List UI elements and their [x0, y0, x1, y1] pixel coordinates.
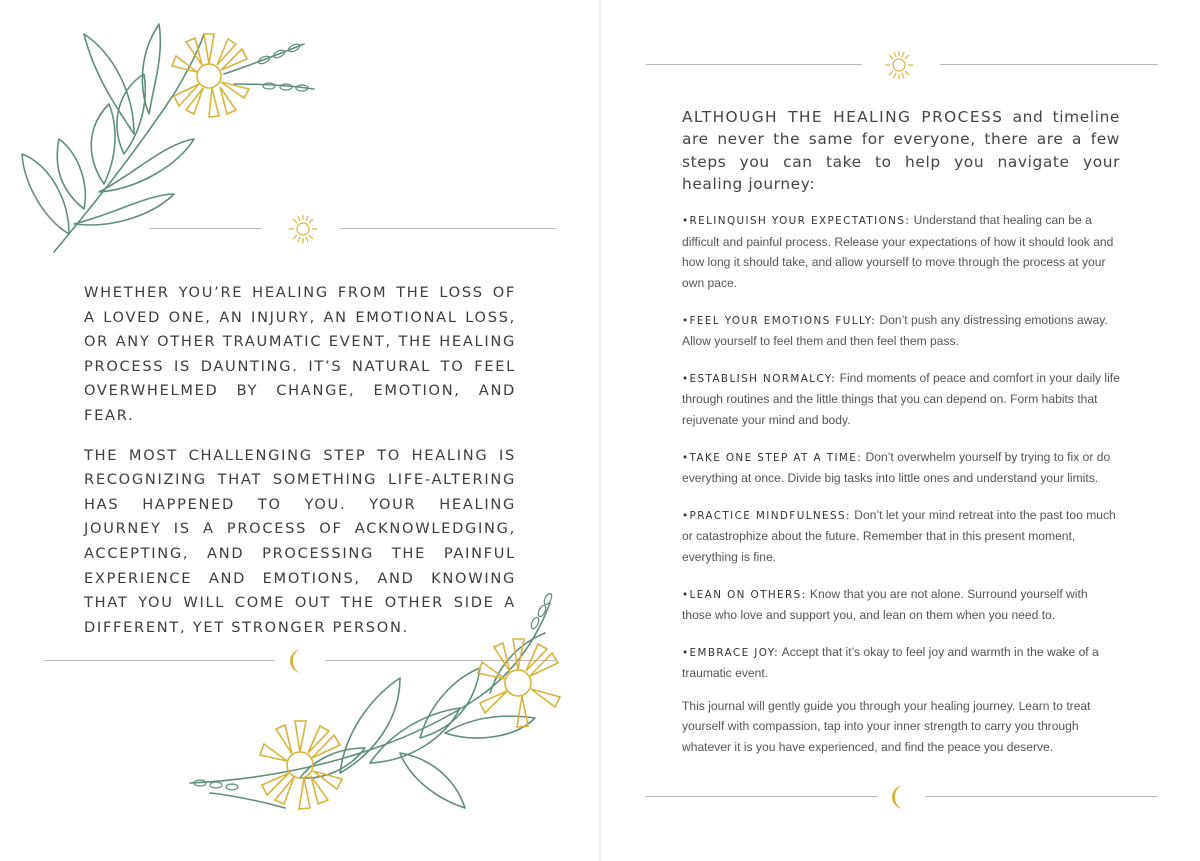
- sun-divider: [644, 50, 1158, 80]
- step-text: Understand that healing can be a difficult and painful process. Release your expectations of how it should look and how long it should take, and allow yourself to move through the process at your own pace.: [682, 213, 1114, 290]
- right-page: [600, 0, 1200, 861]
- left-paragraph-2: THE MOST CHALLENGING STEP TO HEALING IS RECOGNIZING THAT SOMETHING LIFE-ALTERING HAS HAPPENED TO YOU. YOUR HEALING JOURNEY IS A PROCESS OF ACKNOWLEDGING, ACCEPTING, AND PROCESSING THE PAINFUL EXPERIENCE AND EMOTIONS, AND KNOWING THAT YOU WILL COME OUT THE OTHER SIDE A DIFFERENT, YET STRONGER PERSON.: [84, 446, 516, 636]
- step-item: [682, 584, 1120, 626]
- sun-divider: [150, 214, 556, 244]
- step-lead: •ESTABLISH NORMALCY:: [682, 372, 837, 385]
- step-item: [682, 210, 1120, 293]
- leaf-branch-icon: [170, 583, 590, 833]
- right-page-text: [682, 106, 1120, 758]
- closing-paragraph: This journal will gently guide you through your healing journey. Learn to treat yourself with compassion, tap into your inner strength to carry you through whatever it is you have experienced, and find the peace you deserve.: [682, 698, 1091, 755]
- step-item: [682, 368, 1120, 431]
- step-lead: •TAKE ONE STEP AT A TIME:: [682, 451, 863, 464]
- intro-caps: ALTHOUGH THE HEALING PROCESS: [682, 108, 1004, 126]
- intro-rest: and timeline are never the same for everyone, there are a few steps you can take to help you navigate your healing journey:: [682, 108, 1120, 193]
- crescent-moon-icon: [886, 782, 916, 812]
- step-item: [682, 505, 1120, 568]
- step-lead: •RELINQUISH YOUR EXPECTATIONS:: [682, 215, 911, 228]
- step-lead: •PRACTICE MINDFULNESS:: [682, 509, 851, 522]
- intro-paragraph: [682, 106, 1120, 195]
- step-item: [682, 642, 1120, 684]
- step-lead: •FEEL YOUR EMOTIONS FULLY:: [682, 314, 877, 327]
- step-text: Know that you are not alone. Surround yourself with those who love and support you, and lean on them when you need to.: [682, 586, 1088, 623]
- step-lead: •LEAN ON OTHERS:: [682, 588, 807, 601]
- left-paragraph-1: WHETHER YOU’RE HEALING FROM THE LOSS OF A LOVED ONE, AN INJURY, AN EMOTIONAL LOSS, OR ANY OTHER TRAUMATIC EVENT, THE HEALING PROCESS IS DAUNTING. IT’S NATURAL TO FEEL OVERWHELMED BY CHANGE, EMOTION, AND FEAR.: [84, 284, 516, 424]
- step-text: Accept that it’s okay to feel joy and warmth in the wake of a traumatic event.: [682, 644, 1099, 681]
- daisy-flower-icon: [172, 34, 249, 117]
- step-text: Find moments of peace and comfort in your daily life through routines and the little things that you can depend on. Form habits that rejuvenate your mind and body.: [682, 370, 1120, 427]
- sun-icon: [884, 50, 914, 80]
- moon-divider: [644, 782, 1158, 812]
- step-item: [682, 447, 1120, 489]
- step-text: Don’t overwhelm yourself by trying to fix or do everything at once. Divide big tasks into little ones and understand your limits.: [682, 449, 1111, 486]
- step-text: Don’t push any distressing emotions away. Allow yourself to feel them and then feel them pass.: [682, 312, 1108, 349]
- step-text: Don’t let your mind retreat into the past too much or catastrophize about the future. Remember that in this present moment, everything is fine.: [682, 507, 1116, 564]
- step-item: [682, 310, 1120, 352]
- sun-icon: [288, 214, 318, 244]
- step-lead: •EMBRACE JOY:: [682, 646, 779, 659]
